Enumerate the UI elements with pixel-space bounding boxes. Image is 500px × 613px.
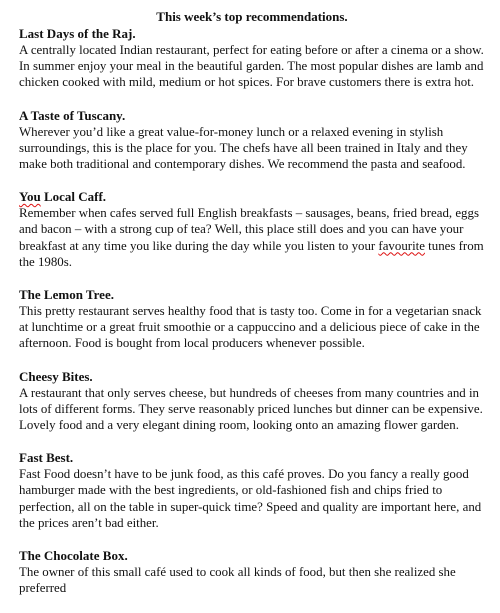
section-body: A restaurant that only serves cheese, but hundreds of cheeses from many countries and in lots of different forms. They serve reasonably priced lunches but dinner can be expensive. Lovely food and a very elegant dining room, looking onto an amazing flower garden.	[19, 385, 483, 433]
spellcheck-flagged-word: You	[19, 189, 41, 205]
section-heading: A Taste of Tuscany.	[19, 107, 126, 123]
document-title: This week’s top recommendations.	[156, 9, 348, 24]
section-body: Fast Food doesn’t have to be junk food, as this café proves. Do you fancy a really good hamburger made with the best ingredients, or old-fashioned fish and chips fried to perfection, all on the table in super-quick time? Speed and quality are important here, and the prices aren’t bad either.	[19, 467, 482, 530]
recommendation-fast-best	[19, 450, 485, 531]
section-heading: Fast Best.	[19, 450, 74, 466]
section-heading	[19, 189, 485, 205]
section-heading: The Chocolate Box.	[19, 548, 128, 564]
section-body: Wherever you’d like a great value-for-money lunch or a relaxed evening in stylish surroundings, this is the place for you. The chefs have all been trained in Italy and they make both traditional and contemporary dishes. We recommend the pasta and seafood.	[19, 124, 468, 172]
recommendation-you-local-caff	[19, 189, 485, 270]
document-page	[19, 9, 485, 613]
section-heading: The Lemon Tree.	[19, 287, 114, 303]
recommendation-last-days-of-the-raj	[19, 26, 485, 91]
recommendation-a-taste-of-tuscany	[19, 108, 485, 173]
section-body: A centrally located Indian restaurant, perfect for eating before or after a cinema or a show. In summer enjoy your meal in the beautiful garden. The most popular dishes are lamb and chicken cooked with mild, medium or hot spices. For brave customers there is extra hot.	[19, 43, 484, 90]
section-heading: Last Days of the Raj.	[19, 26, 136, 41]
section-body: This pretty restaurant serves healthy food that is tasty too. Come in for a vegetarian snack at lunchtime or a great fruit smoothie or a cappuccino and a delicious piece of cake in the afternoon. Food is bought from local producers whenever possible.	[19, 304, 482, 351]
recommendation-the-lemon-tree	[19, 287, 485, 352]
section-body-text: tunes from the 1980s.	[19, 238, 484, 269]
section-body-text: Remember when cafes served full English breakfasts – sausages, beans, fried bread, eggs and bacon – with a strong cup of tea? Well, this place still does and you can have your breakfast at any time you like during the day while you listen to your	[19, 206, 479, 253]
section-heading: Cheesy Bites.	[19, 368, 93, 384]
section-heading-rest: Local Caff.	[43, 189, 107, 205]
recommendation-the-chocolate-box	[19, 548, 485, 596]
section-body	[19, 205, 485, 270]
recommendation-cheesy-bites	[19, 369, 485, 434]
spellcheck-flagged-word: favourite	[378, 238, 425, 253]
section-body: The owner of this small café used to cook all kinds of food, but then she realized she preferred	[19, 565, 456, 596]
